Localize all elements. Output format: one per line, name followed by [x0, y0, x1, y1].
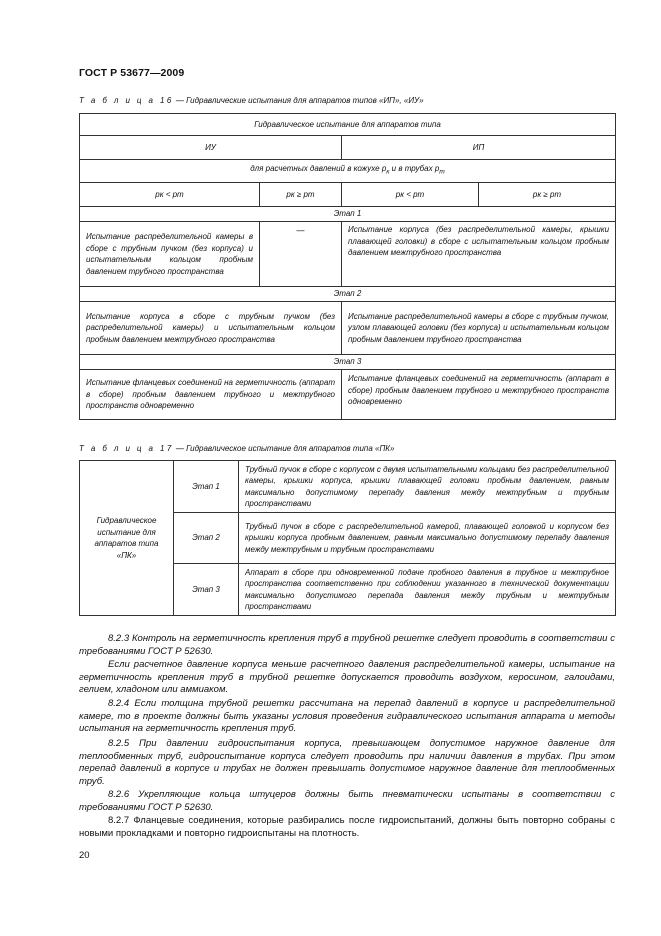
standard-number: ГОСТ Р 53677—2009 [79, 67, 185, 79]
pressure-subscript-t: т [439, 169, 445, 177]
paragraph-8-2-6 [79, 789, 615, 814]
paragraph-8-2-5-text: 8.2.5 При давлении гидроиспытания корпуса, превышающем допустимое наружное давление для теплообменных труб, гидроиспытание корпуса следует проводить при наличии давления в трубах. При этом перепад давлений в корпусе и трубах не должен превышать допустимое наружное давление для теплообменных труб. [79, 738, 615, 787]
table16-caption-label: Т а б л и ц а 16 [79, 96, 174, 105]
table17-stage2-text: Трубный пучок в сборе с распределительной камерой, плавающей головкой и корпусом без крышки корпуса пробным давлением, равным максимально допустимому перепаду давления между межтрубным и трубным пространствами [239, 513, 616, 564]
table17-stage1-text: Трубный пучок в сборе с корпусом с двумя испытательными кольцами без распределительной камеры, крышки корпуса, крышки плавающей головки пробным давлением, равным максимально допустимому перепаду давления между межтрубным и трубным пространствами [239, 461, 616, 513]
paragraph-8-2-3-text: 8.2.3 Контроль на герметичность крепления труб в трубной решетке следует проводить в соответствии с требованиями ГОСТ Р 52630. [79, 633, 615, 657]
paragraph-8-2-4-text: 8.2.4 Если толщина трубной решетки рассчитана на перепад давлений в корпусе и распределительной камере, то в проекте должны быть указаны условия проведения гидравлического испытания аппарата и методы испытания на герметичность крепления труб. [79, 698, 615, 734]
table17-stage-1: Этап 1 [174, 461, 239, 513]
page-number: 20 [79, 850, 90, 861]
table17-row-header: Гидравлическое испытание для аппаратов типа «ПК» [80, 461, 174, 616]
table16-caption [79, 96, 424, 105]
table17-stage3-text: Аппарат в сборе при одновременной подаче пробного давления в трубное и межтрубное пространства соответственно при соблюдении указанного в технической документации максимально допустимого перепада давления между трубным и межтрубным пространствами [239, 564, 616, 616]
table16-cond-4: pк ≥ pт [479, 183, 616, 207]
paragraph-8-2-7-text: 8.2.7 Фланцевые соединения, которые разбирались после гидроиспытаний, должны быть повторно собраны с новыми прокладками и повторно гидроиспытаны на плотность. [79, 815, 615, 839]
table-17 [79, 460, 616, 616]
table17-caption-label: Т а б л и ц а 17 [79, 444, 174, 453]
table17-stage-3: Этап 3 [174, 564, 239, 616]
table17-caption-text: — Гидравлическое испытание для аппаратов типа «ПК» [173, 444, 395, 453]
table16-stage2-ip: Испытание распределительной камеры в сборе с трубным пучком, узлом плавающей головки (без корпуса) и испытательным кольцом пробным давлением трубного пространства [342, 302, 616, 355]
paragraph-8-2-5 [79, 738, 615, 788]
table16-cond-3: pк < pт [342, 183, 479, 207]
table16-type-ip: ИП [342, 136, 616, 160]
table16-stage-3: Этап 3 [80, 355, 616, 370]
table17-stage-2: Этап 2 [174, 513, 239, 564]
table16-stage1-ip: Испытание корпуса (без распределительной камеры, крышки плавающей головки) в сборе с испытательным кольцом пробным давлением межтрубного пространства [342, 222, 616, 287]
table16-pressure-header [80, 160, 616, 183]
table16-stage3-ip: Испытание фланцевых соединений на герметичность (аппарат в сборе) пробным давлением трубного и межтрубного пространств одновременно [342, 370, 616, 420]
table16-cond-1: pк < pт [80, 183, 260, 207]
paragraph-8-2-3 [79, 633, 615, 658]
table16-caption-text: — Гидравлические испытания для аппаратов типов «ИП», «ИУ» [173, 96, 424, 105]
paragraph-8-2-7 [79, 815, 615, 840]
pressure-header-mid: и в трубах [389, 164, 435, 174]
table16-stage2-iu: Испытание корпуса в сборе с трубным пучком (без распределительной камеры) и испытательным кольцом пробным давлением межтрубного пространства [80, 302, 342, 355]
paragraph-8-2-3-cont [79, 659, 615, 697]
table16-stage1-iu-a: Испытание распределительной камеры в сборе с трубным пучком (без корпуса) и испытательным кольцом пробным давлением трубного пространства [80, 222, 260, 287]
pressure-subscript-k: к [386, 169, 390, 177]
table-16 [79, 113, 616, 420]
paragraph-8-2-3-cont-text: Если расчетное давление корпуса меньше расчетного давления распределительной камеры, испытание на герметичность крепления труб в трубной решетке допускается проводить воздухом, керосином, галоидами, гелием, хладоном или аммиаком. [79, 659, 615, 695]
table17-caption [79, 444, 394, 453]
table16-stage-1: Этап 1 [80, 207, 616, 222]
paragraph-8-2-4 [79, 698, 615, 736]
pressure-symbol-pk: p [381, 164, 387, 174]
table16-stage1-iu-b: — [260, 222, 342, 287]
table16-stage-2: Этап 2 [80, 287, 616, 302]
table16-type-iu: ИУ [80, 136, 342, 160]
table16-stage3-iu: Испытание фланцевых соединений на герметичность (аппарат в сборе) пробным давлением трубного и межтрубного пространств одновременно [80, 370, 342, 420]
table16-top-header: Гидравлическое испытание для аппаратов типа [80, 114, 616, 136]
pressure-header-prefix: для расчетных давлений в кожухе [250, 164, 382, 174]
pressure-symbol-pt: p [434, 164, 440, 174]
table16-cond-2: pк ≥ pт [260, 183, 342, 207]
paragraph-8-2-6-text: 8.2.6 Укрепляющие кольца штуцеров должны быть пневматически испытаны в соответствии с требованиями ГОСТ Р 52630. [79, 789, 615, 813]
